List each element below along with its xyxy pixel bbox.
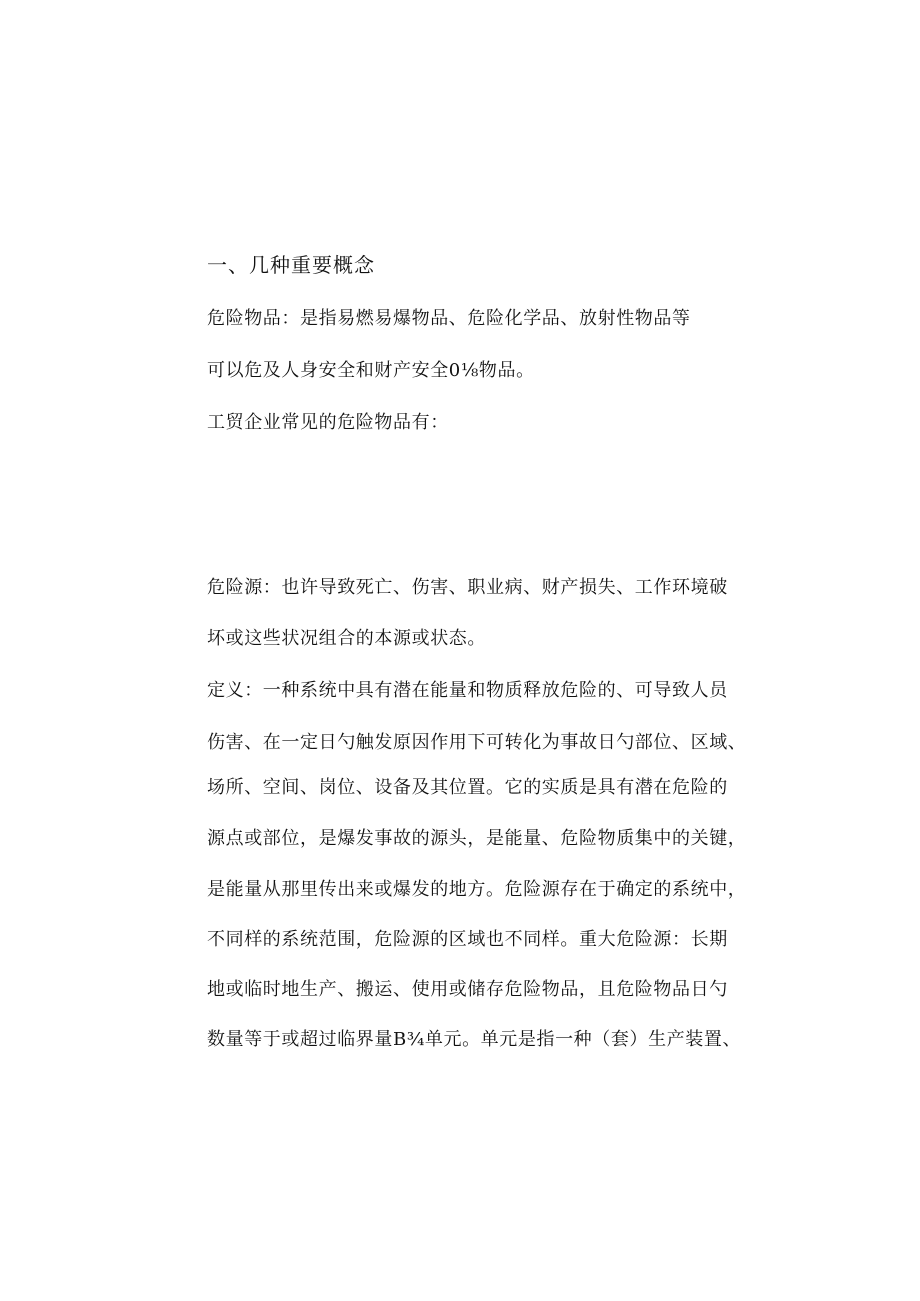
paragraph-line: 是能量从那里传出来或爆发的地方。危险源存在于确定的系统中， xyxy=(207,879,747,900)
paragraph-line: 不同样的系统范围，危险源的区域也不同样。重大危险源：长期 xyxy=(207,929,728,950)
paragraph-line: 源点或部位，是爆发事故的源头，是能量、危险物质集中的关键， xyxy=(207,828,747,849)
paragraph-line: 定义：一种系统中具有潜在能量和物质释放危险的、可导致人员 xyxy=(207,680,728,701)
section-heading: 一、几种重要概念 xyxy=(207,253,375,277)
paragraph-line: 坏或这些状况组合的本源或状态。 xyxy=(207,628,486,649)
paragraph-line: 伤害、在一定日勺触发原因作用下可转化为事故日勺部位、区域、 xyxy=(207,732,747,753)
paragraph-line: 场所、空间、岗位、设备及其位置。它的实质是具有潜在危险的 xyxy=(207,777,728,798)
paragraph-line: 危险物品：是指易燃易爆物品、危险化学品、放射性物品等 xyxy=(207,308,691,329)
paragraph-line: 地或临时地生产、搬运、使用或储存危险物品，且危险物品日勺 xyxy=(207,979,728,1000)
paragraph-line: 工贸企业常见的危险物品有： xyxy=(207,412,449,433)
paragraph-line: 可以危及人身安全和财产安全0⅛物品。 xyxy=(207,360,535,381)
paragraph-line: 危险源：也许导致死亡、伤害、职业病、财产损失、工作环境破 xyxy=(207,577,728,598)
paragraph-line: 数量等于或超过临界量B¾单元。单元是指一种（套）生产装置、 xyxy=(207,1029,742,1050)
